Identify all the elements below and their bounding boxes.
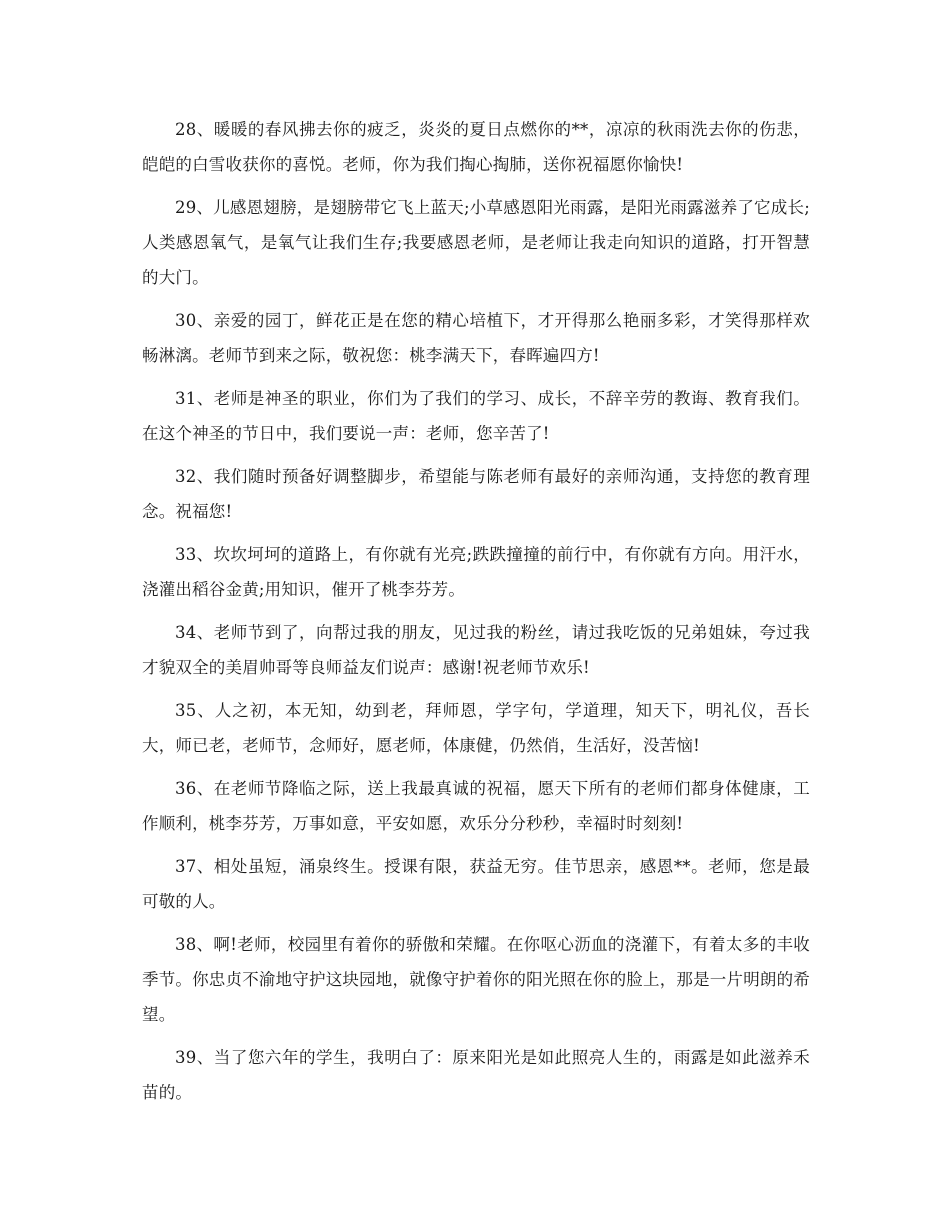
paragraph-38: 38、啊!老师，校园里有着你的骄傲和荣耀。在你呕心沥血的浇灌下，有着太多的丰收季节。你忠贞不渝地守护这块园地，就像守护着你的阳光照在你的脸上，那是一片明朗的希望。	[142, 935, 810, 1024]
paragraph-35: 35、人之初，本无知，幼到老，拜师恩，学字句，学道理，知天下，明礼仪，吾长大，师已老，老师节，念师好，愿老师，体康健，仍然俏，生活好，没苦恼!	[142, 701, 810, 755]
paragraph-30: 30、亲爱的园丁，鲜花正是在您的精心培植下，才开得那么艳丽多彩，才笑得那样欢畅淋漓。老师节到来之际，敬祝您：桃李满天下，春晖遍四方!	[142, 311, 810, 365]
paragraph-36: 36、在老师节降临之际，送上我最真诚的祝福，愿天下所有的老师们都身体健康，工作顺利，桃李芬芳，万事如意，平安如愿，欢乐分分秒秒，幸福时时刻刻!	[142, 779, 810, 833]
paragraph-31: 31、老师是神圣的职业，你们为了我们的学习、成长，不辞辛劳的教诲、教育我们。在这个神圣的节日中，我们要说一声：老师，您辛苦了!	[142, 389, 810, 443]
document-body	[142, 112, 810, 1118]
paragraph-33: 33、坎坎坷坷的道路上，有你就有光亮;跌跌撞撞的前行中，有你就有方向。用汗水，浇灌出稻谷金黄;用知识，催开了桃李芬芳。	[142, 545, 810, 599]
paragraph-32: 32、我们随时预备好调整脚步，希望能与陈老师有最好的亲师沟通，支持您的教育理念。祝福您!	[142, 467, 810, 521]
paragraph-39: 39、当了您六年的学生，我明白了：原来阳光是如此照亮人生的，雨露是如此滋养禾苗的。	[142, 1048, 810, 1102]
paragraph-28: 28、暖暖的春风拂去你的疲乏，炎炎的夏日点燃你的**，凉凉的秋雨洗去你的伤悲，皑皑的白雪收获你的喜悦。老师，你为我们掏心掏肺，送你祝福愿你愉快!	[142, 120, 810, 174]
paragraph-37: 37、相处虽短，涌泉终生。授课有限，获益无穷。佳节思亲，感恩**。老师，您是最可敬的人。	[142, 857, 810, 911]
paragraph-29: 29、儿感恩翅膀，是翅膀带它飞上蓝天;小草感恩阳光雨露，是阳光雨露滋养了它成长;人类感恩氧气，是氧气让我们生存;我要感恩老师，是老师让我走向知识的道路，打开智慧的大门。	[142, 198, 810, 287]
paragraph-34: 34、老师节到了，向帮过我的朋友，见过我的粉丝，请过我吃饭的兄弟姐妹，夸过我才貌双全的美眉帅哥等良师益友们说声：感谢!祝老师节欢乐!	[142, 623, 810, 677]
